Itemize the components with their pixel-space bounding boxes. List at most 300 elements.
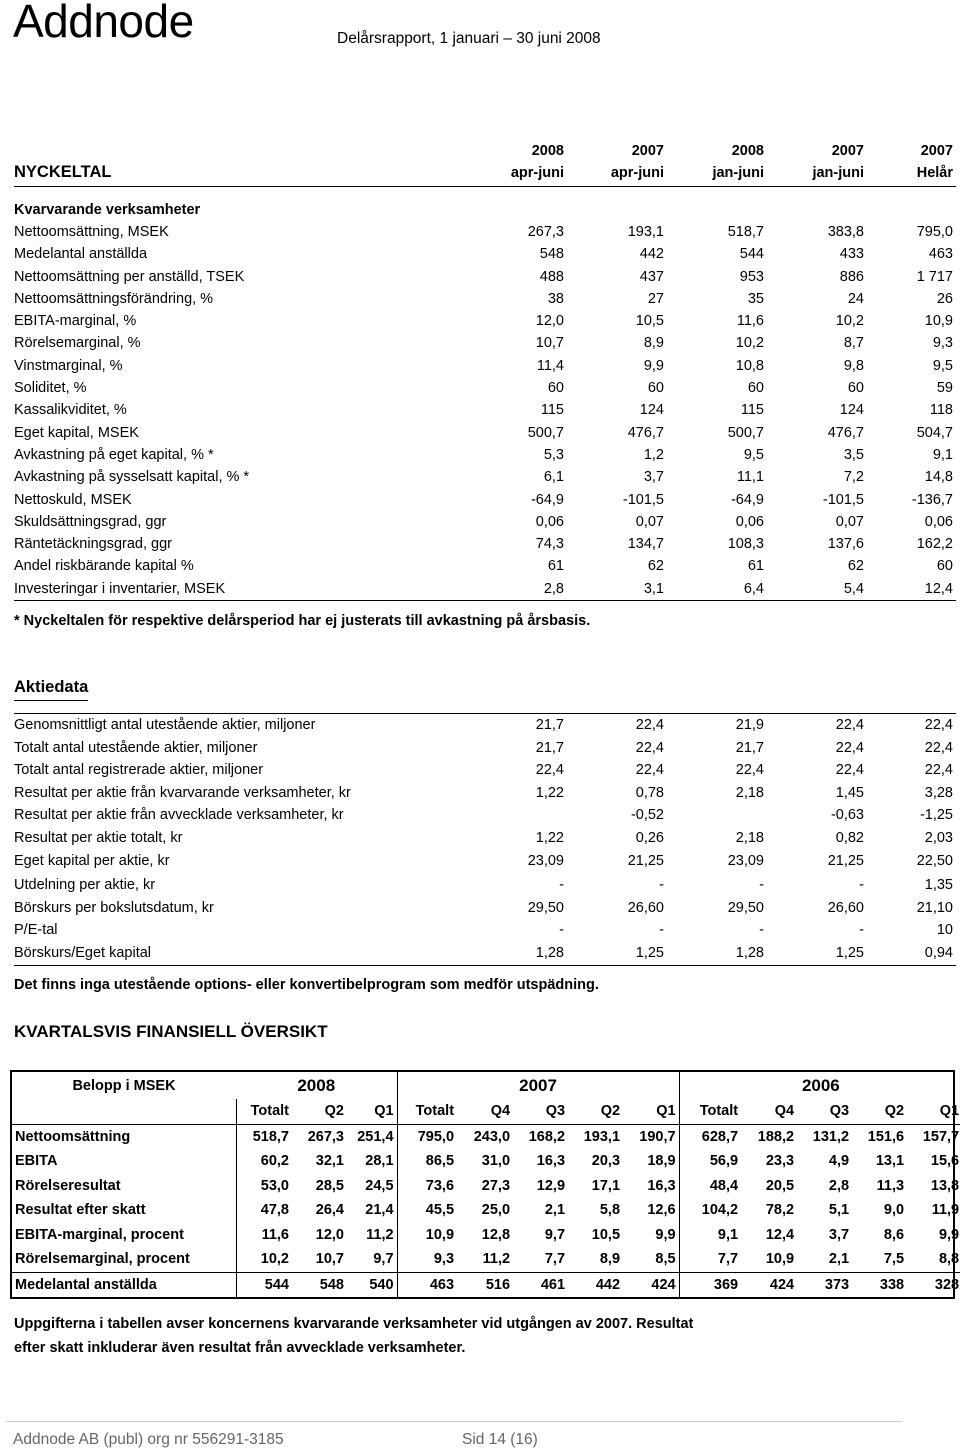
cell-value: 47,8: [236, 1198, 292, 1223]
cell-value: 433: [839, 246, 864, 263]
cell-value: 168,2: [528, 1128, 566, 1145]
cell-value: 115: [540, 402, 564, 419]
row-label: Resultat per aktie från kvarvarande verksamheter, kr: [14, 784, 351, 801]
table-row: [14, 759, 956, 782]
cell-value: 0,06: [924, 513, 953, 530]
cell-value: 12,4: [765, 1226, 795, 1243]
cell-value: 22,4: [535, 762, 564, 779]
row-label: Börskurs/Eget kapital: [14, 944, 152, 961]
subheader-cell: Q4: [741, 1099, 797, 1124]
table-row: [14, 804, 956, 827]
row-label: Medelantal anställda: [14, 246, 148, 263]
row-label: Räntetäckningsgrad, ggr: [14, 536, 172, 553]
cell-value: 2,1: [828, 1251, 850, 1268]
cell-value: 628,7: [679, 1124, 741, 1149]
col-year: 2007: [831, 143, 864, 159]
row-label: Nettoskuld, MSEK: [14, 491, 132, 508]
subheader-cell: Totalt: [236, 1099, 292, 1124]
row-label: Vinstmarginal, %: [14, 357, 123, 374]
cell-value: 11,9: [931, 1202, 960, 1219]
cell-value: 1,35: [924, 877, 953, 894]
cell-value: 14,8: [924, 469, 953, 486]
cell-value: 59: [936, 380, 953, 397]
col-year: 2008: [531, 143, 564, 159]
cell-value: 61: [547, 558, 564, 575]
aktiedata-note: Det finns inga utestående options- eller konvertibelprogram som medför utspädning.: [14, 977, 599, 993]
subheader-cell: Q1: [907, 1099, 960, 1124]
cell-value: 8,5: [655, 1251, 676, 1268]
cell-value: 2,8: [828, 1177, 850, 1194]
cell-value: 45,5: [397, 1198, 457, 1223]
cell-value: 2,03: [924, 829, 953, 846]
cell-value: 12,4: [924, 580, 953, 597]
report-subtitle: Delårsrapport, 1 januari – 30 juni 2008: [337, 30, 601, 47]
table-row: [14, 555, 956, 577]
cell-value: 60: [547, 380, 564, 397]
cell-value: 12,0: [315, 1226, 344, 1243]
subheader-cell: Q4: [457, 1099, 513, 1124]
table-row: [14, 533, 956, 555]
cell-value: 31,0: [481, 1153, 511, 1170]
cell-value: 22,4: [835, 717, 864, 733]
cell-value: 15,6: [930, 1153, 960, 1170]
cell-value: 442: [568, 1272, 623, 1297]
cell-value: 544: [236, 1272, 292, 1297]
cell-value: 476,7: [627, 424, 664, 441]
footer-company: Addnode AB (publ) org nr 556291-3185: [13, 1431, 284, 1448]
table-row: [14, 714, 956, 737]
table-row: [14, 942, 956, 965]
row-label: Skuldsättningsgrad, ggr: [14, 513, 167, 530]
cell-value: 267,3: [527, 224, 564, 240]
row-label: Soliditet, %: [14, 380, 87, 397]
cell-value: 124: [639, 402, 664, 419]
cell-value: -: [759, 877, 764, 894]
year-header: 2007: [397, 1072, 679, 1099]
table-row: [12, 1223, 960, 1248]
cell-value: 9,1: [932, 446, 953, 463]
row-label: Resultat per aktie totalt, kr: [14, 829, 183, 846]
cell-value: 488: [539, 268, 564, 285]
cell-value: 2,18: [735, 829, 764, 846]
cell-value: 38: [547, 290, 564, 307]
cell-value: 9,9: [655, 1226, 676, 1243]
cell-value: 22,50: [916, 852, 953, 869]
year-header: 2008: [297, 1075, 336, 1095]
cell-value: -: [759, 922, 764, 939]
cell-value: 26: [936, 290, 953, 307]
cell-value: 544: [739, 246, 764, 263]
cell-value: 115: [740, 402, 764, 419]
cell-value: 162,2: [916, 536, 953, 553]
cell-value: 2,1: [544, 1202, 566, 1219]
cell-value: 12,0: [535, 313, 564, 330]
cell-value: 10,8: [735, 357, 764, 374]
cell-value: 32,1: [315, 1153, 344, 1170]
nyckeltal-title: NYCKELTAL: [14, 163, 112, 181]
cell-value: 22,4: [924, 739, 953, 756]
row-label: Nettoomsättning per anställd, TSEK: [14, 268, 245, 285]
table-row: [14, 243, 956, 265]
cell-value: 104,2: [679, 1198, 741, 1223]
cell-value: 21,4: [365, 1202, 394, 1219]
table-row: [12, 1174, 960, 1199]
aktiedata-rows: [14, 713, 956, 966]
cell-value: 21,25: [627, 852, 664, 869]
row-label: Utdelning per aktie, kr: [14, 877, 156, 894]
table-row: [12, 1272, 960, 1297]
cell-value: 28,5: [315, 1177, 344, 1194]
row-label: Genomsnittligt antal utestående aktier, miljoner: [14, 717, 316, 733]
cell-value: 437: [639, 268, 664, 285]
brand-logo: Addnode: [13, 0, 194, 47]
cell-value: -136,7: [911, 491, 953, 508]
cell-value: 61: [747, 558, 764, 575]
cell-value: 7,7: [679, 1247, 741, 1272]
footer-divider: [6, 1421, 902, 1422]
cell-value: 500,7: [727, 424, 764, 441]
row-label: Andel riskbärande kapital %: [14, 558, 194, 575]
cell-value: 9,8: [843, 357, 864, 374]
cell-value: 22,4: [635, 717, 664, 733]
cell-value: 12,6: [647, 1202, 676, 1219]
cell-value: -: [559, 922, 564, 939]
cell-value: 424: [741, 1272, 797, 1297]
cell-value: 373: [797, 1272, 852, 1297]
cell-value: 10,9: [924, 313, 953, 330]
cell-value: -101,5: [622, 491, 664, 508]
cell-value: 9,5: [743, 446, 764, 463]
cell-value: 6,1: [543, 469, 564, 486]
cell-value: 10,9: [765, 1251, 795, 1268]
cell-value: 16,3: [536, 1153, 566, 1170]
cell-value: 10,2: [735, 335, 764, 352]
cell-value: 3,7: [643, 469, 664, 486]
cell-value: 12,8: [481, 1226, 511, 1243]
subheader-cell: Q1: [623, 1099, 679, 1124]
row-label: Nettoomsättningsförändring, %: [14, 290, 214, 307]
cell-value: 5,4: [843, 580, 864, 597]
cell-value: 795,0: [397, 1124, 457, 1149]
cell-value: -64,9: [730, 491, 764, 508]
table-row: [14, 511, 956, 533]
row-label: Medelantal anställda: [12, 1272, 236, 1297]
cell-value: -64,9: [530, 491, 564, 508]
cell-value: 886: [839, 268, 864, 285]
cell-value: 62: [847, 558, 864, 575]
cell-value: 23,3: [765, 1153, 795, 1170]
cell-value: 22,4: [635, 739, 664, 756]
cell-value: 11,6: [236, 1223, 292, 1248]
cell-value: 193,1: [627, 224, 664, 240]
table-row: [14, 466, 956, 488]
subheader-cell: Totalt: [679, 1099, 741, 1124]
cell-value: 9,7: [544, 1226, 566, 1243]
cell-value: -1,25: [919, 807, 953, 824]
table-row: [12, 1247, 960, 1272]
cell-value: 7,5: [883, 1251, 905, 1268]
cell-value: 27: [647, 290, 664, 307]
cell-value: 383,8: [827, 224, 864, 240]
cell-value: 10,7: [315, 1251, 344, 1268]
cell-value: 10,5: [591, 1226, 621, 1243]
cell-value: 9,1: [679, 1223, 741, 1248]
cell-value: 500,7: [527, 424, 564, 441]
cell-value: 0,06: [535, 513, 564, 530]
cell-value: 9,7: [373, 1251, 394, 1268]
cell-value: 17,1: [591, 1177, 621, 1194]
subheader-cell: Q1: [347, 1099, 397, 1124]
table-row: [12, 1124, 960, 1149]
cell-value: 1,2: [643, 446, 664, 463]
cell-value: 29,50: [727, 899, 764, 916]
cell-value: 8,8: [938, 1251, 960, 1268]
subheader-cell: Q2: [568, 1099, 623, 1124]
col-period: apr-juni: [510, 165, 564, 181]
corner-label: Belopp i MSEK: [72, 1077, 176, 1094]
col-period: jan-juni: [712, 165, 764, 181]
row-label: Rörelsemarginal, procent: [15, 1251, 190, 1268]
cell-value: 13,8: [930, 1177, 960, 1194]
cell-value: 23,09: [527, 852, 564, 869]
cell-value: 25,0: [481, 1202, 511, 1219]
cell-value: 424: [623, 1272, 679, 1297]
cell-value: 22,4: [924, 762, 953, 779]
cell-value: 22,4: [835, 739, 864, 756]
row-label: Resultat per aktie från avvecklade verksamheter, kr: [14, 807, 344, 824]
row-label: Investeringar i inventarier, MSEK: [14, 580, 226, 597]
cell-value: 26,4: [315, 1202, 344, 1219]
cell-value: 9,5: [932, 357, 953, 374]
cell-value: 10: [936, 922, 953, 939]
table-row: [14, 266, 956, 288]
cell-value: 9,3: [932, 335, 953, 352]
cell-value: 11,3: [876, 1177, 905, 1194]
row-label: Rörelsemarginal, %: [14, 335, 141, 352]
cell-value: 124: [839, 402, 864, 419]
kvartal-note-line: Uppgifterna i tabellen avser koncernens kvarvarande verksamheter vid utgången av 2007. Resultat: [14, 1316, 694, 1332]
cell-value: 1 717: [916, 268, 953, 285]
cell-value: 157,7: [922, 1128, 960, 1145]
cell-value: 8,6: [883, 1226, 905, 1243]
cell-value: 24: [847, 290, 864, 307]
cell-value: 62: [647, 558, 664, 575]
cell-value: 8,9: [643, 335, 664, 352]
subheader-cell: Q3: [797, 1099, 852, 1124]
cell-value: 188,2: [757, 1128, 795, 1145]
cell-value: 1,28: [735, 944, 764, 961]
cell-value: 0,78: [635, 784, 664, 801]
cell-value: 74,3: [535, 536, 564, 553]
cell-value: 548: [539, 246, 564, 263]
cell-value: 9,9: [938, 1226, 960, 1243]
row-label: P/E-tal: [14, 922, 58, 939]
cell-value: 26,60: [827, 899, 864, 916]
table-row: [14, 221, 956, 243]
cell-value: 518,7: [236, 1124, 292, 1149]
cell-value: 243,0: [473, 1128, 511, 1145]
cell-value: 0,07: [635, 513, 664, 530]
row-label: Börskurs per bokslutsdatum, kr: [14, 899, 214, 916]
aktiedata-table: [14, 678, 956, 966]
cell-value: 22,4: [924, 717, 953, 733]
cell-value: 151,6: [867, 1128, 905, 1145]
cell-value: 0,07: [835, 513, 864, 530]
cell-value: 8,9: [599, 1251, 621, 1268]
cell-value: 26,60: [627, 899, 664, 916]
kvartal-table: [10, 1070, 960, 1299]
cell-value: -: [859, 922, 864, 939]
cell-value: 0,06: [735, 513, 764, 530]
cell-value: -101,5: [822, 491, 864, 508]
cell-value: 12,9: [536, 1177, 566, 1194]
cell-value: 1,22: [535, 784, 564, 801]
cell-value: 78,2: [765, 1202, 795, 1219]
cell-value: 21,7: [535, 739, 564, 756]
table-row: [14, 332, 956, 354]
row-label: Avkastning på eget kapital, % *: [14, 446, 214, 463]
cell-value: 56,9: [679, 1149, 741, 1174]
subheader-cell: Q3: [513, 1099, 568, 1124]
row-label: EBITA-marginal, procent: [15, 1226, 184, 1243]
kvartal-title: KVARTALSVIS FINANSIELL ÖVERSIKT: [14, 1022, 328, 1041]
cell-value: 1,25: [835, 944, 864, 961]
cell-value: 60: [847, 380, 864, 397]
cell-value: 10,5: [635, 313, 664, 330]
table-row: [14, 399, 956, 421]
cell-value: 24,5: [365, 1177, 394, 1194]
cell-value: 118: [929, 402, 953, 419]
table-row: [14, 422, 956, 444]
col-period: Helår: [916, 165, 953, 181]
table-row: [12, 1149, 960, 1174]
cell-value: -: [559, 877, 564, 894]
cell-value: 4,9: [828, 1153, 850, 1170]
row-label: Totalt antal registrerade aktier, miljoner: [14, 762, 264, 779]
cell-value: 16,3: [647, 1177, 676, 1194]
cell-value: 190,7: [639, 1128, 676, 1145]
cell-value: 442: [639, 246, 664, 263]
kvartal-note-line: efter skatt inkluderar även resultat från avvecklade verksamheter.: [14, 1340, 466, 1356]
cell-value: 9,0: [883, 1202, 905, 1219]
subheader-cell: Totalt: [397, 1099, 457, 1124]
cell-value: 251,4: [357, 1128, 394, 1145]
cell-value: 1,45: [835, 784, 864, 801]
cell-value: 518,7: [727, 224, 764, 240]
cell-value: 27,3: [481, 1177, 511, 1194]
cell-value: 137,6: [827, 536, 864, 553]
cell-value: 0,26: [635, 829, 664, 846]
cell-value: 21,7: [535, 717, 564, 733]
cell-value: 21,9: [735, 717, 764, 733]
table-row: [12, 1198, 960, 1223]
cell-value: 953: [739, 268, 764, 285]
cell-value: 22,4: [635, 762, 664, 779]
section-heading: Kvarvarande verksamheter: [14, 202, 201, 218]
cell-value: 5,1: [828, 1202, 850, 1219]
cell-value: 53,0: [236, 1174, 292, 1199]
kvartal-note: [14, 1312, 693, 1360]
cell-value: 328: [907, 1272, 960, 1297]
cell-value: 2,18: [735, 784, 764, 801]
cell-value: 516: [457, 1272, 513, 1297]
cell-value: 108,3: [727, 536, 764, 553]
cell-value: 48,4: [679, 1174, 741, 1199]
row-label: Eget kapital per aktie, kr: [14, 852, 170, 869]
cell-value: 8,7: [843, 335, 864, 352]
cell-value: 11,2: [366, 1226, 394, 1243]
cell-value: 9,3: [397, 1247, 457, 1272]
cell-value: 10,7: [535, 335, 564, 352]
cell-value: 11,4: [536, 357, 564, 374]
cell-value: 3,5: [843, 446, 864, 463]
cell-value: 7,7: [544, 1251, 566, 1268]
cell-value: 11,6: [736, 313, 764, 330]
cell-value: 338: [852, 1272, 907, 1297]
table-row: [14, 288, 956, 310]
cell-value: 0,94: [924, 944, 953, 961]
table-row: [14, 850, 956, 873]
row-label: Rörelseresultat: [15, 1177, 121, 1194]
cell-value: 463: [928, 246, 953, 263]
col-period: jan-juni: [812, 165, 864, 181]
row-label: Totalt antal utestående aktier, miljoner: [14, 739, 258, 756]
footer-page: Sid 14 (16): [462, 1431, 538, 1448]
row-label: Kassalikviditet, %: [14, 402, 127, 419]
nyckeltal-footnote: * Nyckeltalen för respektive delårsperiod har ej justerats till avkastning på årsbasis.: [14, 613, 591, 629]
table-row: [14, 897, 956, 920]
cell-value: 540: [347, 1272, 397, 1297]
cell-value: 60: [936, 558, 953, 575]
cell-value: 2,8: [543, 580, 564, 597]
cell-value: 134,7: [627, 536, 664, 553]
cell-value: 795,0: [916, 224, 953, 240]
row-label: Eget kapital, MSEK: [14, 424, 139, 441]
cell-value: 29,50: [527, 899, 564, 916]
cell-value: 22,4: [735, 762, 764, 779]
row-label: Avkastning på sysselsatt kapital, % *: [14, 469, 250, 486]
table-row: [14, 355, 956, 377]
cell-value: 1,28: [535, 944, 564, 961]
cell-value: 10,9: [397, 1223, 457, 1248]
cell-value: 86,5: [397, 1149, 457, 1174]
table-row: [14, 737, 956, 760]
cell-value: -0,63: [830, 807, 864, 824]
table-row: [14, 874, 956, 897]
cell-value: 60: [647, 380, 664, 397]
nyckeltal-header: [14, 140, 956, 187]
cell-value: 23,09: [727, 852, 764, 869]
cell-value: 60,2: [236, 1149, 292, 1174]
cell-value: 193,1: [583, 1128, 621, 1145]
subheader-cell: Q2: [292, 1099, 347, 1124]
nyckeltal-rows: [14, 221, 956, 601]
row-label: Resultat efter skatt: [15, 1202, 146, 1219]
cell-value: 3,28: [924, 784, 953, 801]
cell-value: 463: [397, 1272, 457, 1297]
cell-value: 35: [747, 290, 764, 307]
subheader-empty: [12, 1099, 236, 1124]
cell-value: 476,7: [827, 424, 864, 441]
year-header: 2006: [679, 1072, 960, 1099]
cell-value: -: [859, 877, 864, 894]
col-year: 2007: [920, 143, 953, 159]
cell-value: 7,2: [843, 469, 864, 486]
cell-value: 1,22: [535, 829, 564, 846]
table-row: [14, 310, 956, 332]
cell-value: 11,2: [482, 1251, 511, 1268]
cell-value: 10,2: [236, 1247, 292, 1272]
